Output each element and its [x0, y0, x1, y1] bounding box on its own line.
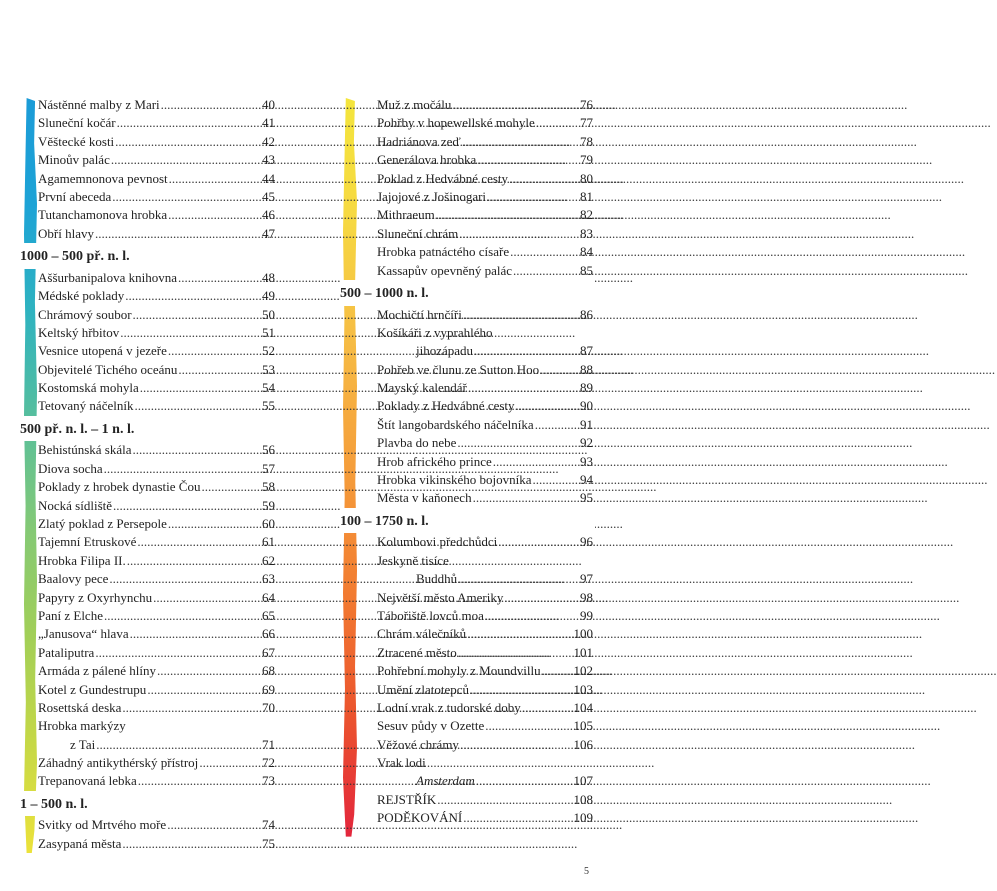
toc-entry-page: 54 — [262, 380, 275, 396]
toc-entry-page: 98 — [580, 589, 593, 605]
toc-entry-title: Pohřeb ve člunu ze Sutton Hoo — [377, 361, 540, 377]
toc-entry-title: Vesnice utopená v jezeře — [38, 343, 167, 359]
toc-entry-title: PODĚKOVÁNÍ — [377, 810, 463, 826]
dot-leader — [161, 96, 251, 114]
toc-entry — [20, 533, 278, 551]
dot-leader — [95, 644, 251, 662]
toc-entry — [340, 533, 595, 551]
dot-leader — [125, 287, 251, 305]
toc-entry-page: 50 — [262, 306, 275, 322]
toc-entry-page: 80 — [580, 170, 593, 186]
toc-entry-page: 64 — [262, 589, 275, 605]
dot-leader — [467, 625, 569, 643]
dot-leader — [134, 397, 251, 415]
toc-entry-title: První abeceda — [38, 188, 112, 204]
dot-leader — [133, 441, 251, 459]
toc-entry-page: 90 — [580, 398, 593, 414]
toc-entry-title: Sluneční kočár — [38, 115, 116, 131]
toc-entry-page: 71 — [262, 736, 275, 752]
toc-entry-title: Kotel z Gundestrupu — [38, 681, 147, 697]
toc-entry-page: 79 — [580, 152, 593, 168]
toc-entry — [340, 243, 595, 261]
toc-entry-page: 107 — [573, 773, 593, 789]
dot-leader — [130, 625, 251, 643]
toc-entry-page: 100 — [573, 626, 593, 642]
toc-column-left — [20, 96, 278, 853]
toc-entry-page: 47 — [262, 225, 275, 241]
toc-entry-title: Zlatý poklad z Persepole — [38, 516, 167, 531]
toc-entry-title: Nástěnné malby z Mari — [38, 97, 160, 112]
toc-entry — [340, 736, 595, 754]
toc-entry-page: 77 — [580, 115, 593, 131]
dot-leader — [168, 342, 251, 360]
dot-leader — [201, 478, 251, 496]
dot-leader — [104, 460, 251, 478]
toc-entry — [20, 206, 278, 224]
toc-entry-continuation — [340, 570, 595, 588]
toc-entry — [20, 460, 278, 478]
toc-entry-page: 103 — [573, 681, 593, 697]
toc-entry — [340, 361, 595, 379]
dot-leader — [474, 342, 569, 360]
toc-entry-page: 73 — [262, 773, 275, 789]
dot-leader — [513, 262, 569, 280]
dot-leader — [459, 225, 569, 243]
toc-entry-title: Obří hlavy — [38, 225, 94, 241]
toc-entry-title: Chrámový soubor — [38, 306, 132, 322]
toc-entry — [340, 188, 595, 206]
toc-entry-title: Jeskyně tisíce — [377, 552, 449, 568]
toc-entry-page: 97 — [580, 571, 593, 587]
toc-entry-title: Tábořiště lovců moa — [377, 607, 484, 623]
toc-entry-page: 67 — [262, 644, 275, 660]
toc-entry-title: Trepanovaná lebka — [38, 773, 137, 789]
toc-entry-title: Hrobka vikinského bojovníka — [377, 472, 532, 488]
toc-entry — [20, 816, 278, 834]
toc-entry-title: Agamemnonova pevnost — [38, 170, 168, 186]
toc-entry-page: 86 — [580, 306, 593, 322]
dot-leader — [493, 453, 569, 471]
dot-leader — [542, 662, 569, 680]
toc-entry-title: Hrobka markýzy — [38, 718, 126, 734]
dot-leader — [458, 570, 569, 588]
dot-leader — [485, 607, 569, 625]
toc-entry-title: Zasypaná města — [38, 835, 122, 851]
section-heading: 1000 – 500 př. n. l. — [20, 243, 278, 269]
toc-entry-title: Kostomská mohyla — [38, 380, 139, 396]
toc-entry — [340, 589, 595, 607]
toc-entry-title: Hrobka patnáctého císaře — [377, 244, 510, 260]
toc-entry-page: 72 — [262, 755, 275, 771]
dot-leader — [436, 206, 569, 224]
toc-entry — [20, 188, 278, 206]
dot-leader — [169, 170, 251, 188]
toc-entry — [340, 206, 595, 224]
dot-leader — [137, 533, 251, 551]
toc-entry-page: 94 — [580, 472, 593, 488]
toc-entry-page: 44 — [262, 170, 275, 186]
toc-entry-page: 74 — [262, 817, 275, 833]
dot-leader — [117, 114, 251, 132]
toc-entry — [20, 570, 278, 588]
toc-entry-page: 78 — [580, 133, 593, 149]
toc-entry-page: 69 — [262, 681, 275, 697]
toc-entry-title: Záhadný antikythérský přístroj — [38, 755, 199, 771]
dot-leader — [140, 379, 251, 397]
toc-entry — [340, 96, 595, 114]
toc-entry — [340, 416, 595, 434]
toc-entry — [20, 754, 278, 772]
toc-entry-page: 43 — [262, 152, 275, 168]
dot-leader — [168, 206, 251, 224]
dot-leader — [127, 552, 251, 570]
toc-entry-title: Hrob afrického prince — [377, 453, 492, 469]
toc-entry-page: 83 — [580, 225, 593, 241]
dot-leader — [463, 809, 569, 827]
toc-entry-page: 46 — [262, 207, 275, 223]
toc-entry-title: Rosettská deska — [38, 699, 122, 715]
toc-entry-title: Generálova hrobka — [377, 152, 477, 168]
toc-entry — [20, 397, 278, 415]
toc-entry — [340, 471, 595, 489]
toc-entry-continuation — [20, 736, 278, 754]
toc-entry-title: Nocká sídliště — [38, 497, 113, 513]
toc-entry-page: 105 — [573, 718, 593, 734]
dot-leader — [95, 225, 251, 243]
toc-entry — [20, 96, 278, 114]
dot-leader — [133, 306, 251, 324]
toc-entry-page: 63 — [262, 571, 275, 587]
toc-entry — [20, 114, 278, 132]
toc-entry-page: 70 — [262, 699, 275, 715]
toc-entry-title: Minoův palác — [38, 152, 110, 168]
dot-leader — [122, 835, 251, 853]
toc-entry-title: Diova socha — [38, 460, 103, 476]
toc-entry-page: 82 — [580, 207, 593, 223]
dot-leader — [540, 361, 569, 379]
toc-entry — [340, 717, 595, 735]
dot-leader — [522, 699, 569, 717]
dot-leader — [457, 434, 569, 452]
toc-entry — [20, 361, 278, 379]
toc-entry — [20, 699, 278, 717]
toc-entry-title: Médské poklady — [38, 288, 125, 304]
toc-entry-title: Poklady z hrobek dynastie Čou — [38, 479, 201, 495]
toc-entry-title: Věžové chrámy — [377, 736, 459, 752]
dot-leader — [147, 681, 251, 699]
toc-entry-title: Kolumbovi předchůdci — [377, 534, 498, 550]
page-number: 5 — [584, 866, 589, 877]
toc-entry-title: Aššurbanipalova knihovna — [38, 269, 178, 285]
dot-leader — [485, 717, 569, 735]
toc-entry — [20, 662, 278, 680]
dot-leader — [463, 306, 569, 324]
toc-entry-continuation — [340, 772, 595, 790]
section-heading: 500 př. n. l. – 1 n. l. — [20, 416, 278, 442]
toc-entry-title-cont: Buddhů — [416, 571, 458, 587]
dot-leader — [153, 589, 251, 607]
dot-leader — [138, 772, 251, 790]
toc-entry — [340, 681, 595, 699]
toc-entry-page: 84 — [580, 244, 593, 260]
dot-leader — [458, 644, 569, 662]
toc-entry-title: Umění zlatotepců — [377, 681, 470, 697]
dot-leader — [111, 151, 251, 169]
dot-leader — [437, 791, 569, 809]
toc-entry-page: 75 — [262, 835, 275, 851]
dot-leader — [109, 570, 251, 588]
toc-entry — [20, 772, 278, 790]
toc-entry-title: Sesuv půdy v Ozette — [377, 718, 485, 734]
toc-entry-title: Hrobka Filipa II. — [38, 552, 126, 568]
dot-leader — [509, 170, 569, 188]
toc-entry — [20, 497, 278, 515]
toc-entry-title: Chrám válečníků — [377, 626, 467, 642]
dot-leader — [168, 515, 251, 533]
toc-entry — [340, 170, 595, 188]
toc-entry — [20, 306, 278, 324]
toc-entry-title: Poklad z Hedvábné cesty — [377, 170, 509, 186]
dot-leader — [510, 243, 569, 261]
toc-entry-page: 68 — [262, 663, 275, 679]
toc-entry-page: 109 — [573, 810, 593, 826]
toc-entry-title: Poklady z Hedvábné cesty — [377, 398, 515, 414]
dot-leader — [178, 361, 251, 379]
toc-entry-page: 49 — [262, 288, 275, 304]
toc-entry — [340, 306, 595, 324]
dot-leader — [104, 607, 251, 625]
toc-entry — [340, 754, 595, 772]
toc-entry-title: Mochičtí hrnčíři — [377, 306, 462, 322]
section-heading: 500 – 1000 n. l. — [340, 280, 595, 306]
toc-entry — [340, 453, 595, 471]
toc-entry-title: Plavba do nebe — [377, 435, 457, 451]
toc-entry — [340, 225, 595, 243]
toc-entry-title: „Janusova“ hlava — [38, 626, 129, 642]
toc-entry — [340, 552, 595, 570]
toc-entry-title: Papyry z Oxyrhynchu — [38, 589, 153, 605]
toc-entry-title: Mayský kalendář — [377, 380, 467, 396]
toc-entry — [340, 607, 595, 625]
dot-leader — [498, 533, 569, 551]
toc-entry — [340, 324, 595, 342]
toc-entry-title: Věštecké kosti — [38, 133, 115, 149]
dot-leader — [487, 188, 569, 206]
toc-entry-page: 106 — [573, 736, 593, 752]
toc-entry — [20, 287, 278, 305]
toc-entry — [20, 625, 278, 643]
toc-entry-title: Ztracené město — [377, 644, 457, 660]
toc-entry-title-cont: z Tai — [70, 736, 96, 752]
toc-entry — [340, 262, 595, 280]
toc-entry-title: Největší město Ameriky — [377, 589, 504, 605]
toc-entry — [340, 397, 595, 415]
dot-leader — [178, 269, 251, 287]
toc-entry — [340, 625, 595, 643]
toc-entry — [340, 133, 595, 151]
toc-entry — [340, 434, 595, 452]
toc-entry-page: 104 — [573, 699, 593, 715]
toc-entry — [20, 681, 278, 699]
toc-entry-title: Tajemní Etruskové — [38, 534, 137, 550]
toc-entry — [20, 515, 278, 533]
toc-entry — [20, 835, 278, 853]
toc-entry-title-cont: jihozápadu — [416, 343, 474, 359]
toc-entry — [20, 225, 278, 243]
toc-entry — [20, 607, 278, 625]
dot-leader — [157, 662, 251, 680]
section-heading: 1 – 500 n. l. — [20, 791, 278, 817]
toc-entry-title: Košíkáři z vyprahlého — [377, 324, 493, 340]
toc-entry — [20, 269, 278, 287]
dot-leader — [96, 736, 251, 754]
toc-entry-page: 41 — [262, 115, 275, 131]
dot-leader — [533, 471, 569, 489]
toc-entry-title: Města v kaňonech — [377, 490, 472, 506]
dot-leader — [113, 497, 251, 515]
toc-entry — [20, 379, 278, 397]
dot-leader — [462, 133, 569, 151]
toc-entry-title: Lodní vrak z tudorské doby — [377, 699, 521, 715]
toc-entry — [340, 114, 595, 132]
toc-entry — [20, 151, 278, 169]
toc-entry-title: Jajojové z Jošinogari — [377, 188, 487, 204]
toc-entry-page: 59 — [262, 497, 275, 513]
toc-entry-page: 85 — [580, 262, 593, 278]
toc-entry-page: 91 — [580, 416, 593, 432]
toc-entry-title: Paní z Elche — [38, 607, 103, 623]
toc-entry-page: 56 — [262, 442, 275, 458]
toc-entry-title: Svitky od Mrtvého moře — [38, 817, 167, 833]
toc-entry — [340, 809, 595, 827]
dot-leader — [460, 736, 569, 754]
toc-entry-title: Baalovy pece — [38, 571, 109, 587]
toc-entry-page: 52 — [262, 343, 275, 359]
dot-leader — [167, 816, 251, 834]
toc-entry-page: 48 — [262, 269, 275, 285]
dot-leader — [476, 772, 569, 790]
toc-entry — [20, 342, 278, 360]
dot-leader — [468, 379, 569, 397]
toc-entry — [20, 170, 278, 188]
toc-entry — [20, 552, 278, 570]
toc-entry — [340, 489, 595, 507]
toc-entry-title: Sluneční chrám — [377, 225, 459, 241]
toc-entry-page: 40 — [262, 97, 275, 112]
toc-entry-page: 51 — [262, 324, 275, 340]
toc-entry — [20, 441, 278, 459]
toc-entry-page: 53 — [262, 361, 275, 377]
dot-leader — [473, 489, 569, 507]
toc-entry-page: 88 — [580, 361, 593, 377]
toc-entry-page: 89 — [580, 380, 593, 396]
toc-entry-title: Mithraeum — [377, 207, 435, 223]
toc-entry-title: Pataliputra — [38, 644, 95, 660]
toc-column-right — [340, 96, 595, 828]
toc-entry-title-cont: Amsterdam — [416, 773, 475, 789]
toc-entry-page: 62 — [262, 552, 275, 568]
dot-leader — [477, 151, 569, 169]
toc-entry — [20, 324, 278, 342]
toc-entry-title: Vrak lodi — [377, 755, 426, 771]
dot-leader — [120, 324, 251, 342]
toc-entry — [20, 133, 278, 151]
toc-entry-page: 93 — [580, 453, 593, 469]
toc-entry-page: 101 — [573, 644, 593, 660]
toc-entry — [340, 151, 595, 169]
toc-entry-page: 96 — [580, 534, 593, 550]
toc-entry-title: Kassapův opevněný palác — [377, 262, 513, 278]
toc-entry-page: 81 — [580, 188, 593, 204]
toc-entry-page: 65 — [262, 607, 275, 623]
toc-entry-title: Keltský hřbitov — [38, 324, 120, 340]
dot-leader — [122, 699, 251, 717]
dot-leader — [535, 416, 569, 434]
toc-entry-page: 87 — [580, 343, 593, 359]
toc-entry — [340, 379, 595, 397]
toc-entry-page: 102 — [573, 663, 593, 679]
dot-leader — [115, 133, 251, 151]
toc-entry-page: 42 — [262, 133, 275, 149]
toc-entry-page: 108 — [573, 791, 593, 807]
toc-entry-page: 45 — [262, 188, 275, 204]
dot-leader — [452, 96, 569, 114]
toc-entry-title: Pohřební mohyly z Moundvillu — [377, 663, 541, 679]
toc-entry-page: 95 — [580, 490, 593, 506]
toc-entry-page: 76 — [580, 97, 593, 112]
dot-leader — [199, 754, 251, 772]
toc-entry-page: 61 — [262, 534, 275, 550]
toc-entry-title: Muž z močálu — [377, 97, 452, 112]
toc-entry-page: 55 — [262, 398, 275, 414]
toc-entry-page: 60 — [262, 516, 275, 531]
toc-entry — [20, 717, 278, 735]
dot-leader — [504, 589, 569, 607]
toc-entry-page: 58 — [262, 479, 275, 495]
toc-entry-title: REJSTŘÍK — [377, 791, 437, 807]
toc-entry — [20, 644, 278, 662]
toc-entry-page: 57 — [262, 460, 275, 476]
toc-entry-title: Behistúnská skála — [38, 442, 132, 458]
toc-entry-continuation — [340, 342, 595, 360]
toc-entry-page: 99 — [580, 607, 593, 623]
toc-entry-title: Tutanchamonova hrobka — [38, 207, 168, 223]
toc-entry-title: Objevitelé Tichého oceánu — [38, 361, 178, 377]
toc-entry-title: Tetovaný náčelník — [38, 398, 134, 414]
dot-leader — [516, 397, 569, 415]
toc-entry-title: Armáda z pálené hlíny — [38, 663, 157, 679]
toc-entry — [340, 644, 595, 662]
toc-entry-title: Štít langobardského náčelníka — [377, 416, 534, 432]
dot-leader — [470, 681, 569, 699]
dot-leader — [112, 188, 251, 206]
toc-entry-page: 66 — [262, 626, 275, 642]
toc-entry-page: 92 — [580, 435, 593, 451]
toc-entry — [20, 478, 278, 496]
toc-entry-title: Hadriánova zeď — [377, 133, 461, 149]
toc-entry-title: Pohřby v hopewellské mohyle — [377, 115, 535, 131]
toc-entry — [340, 791, 595, 809]
dot-leader — [536, 114, 569, 132]
section-heading: 100 – 1750 n. l. — [340, 508, 595, 534]
toc-entry — [20, 589, 278, 607]
toc-entry — [340, 699, 595, 717]
toc-entry — [340, 662, 595, 680]
